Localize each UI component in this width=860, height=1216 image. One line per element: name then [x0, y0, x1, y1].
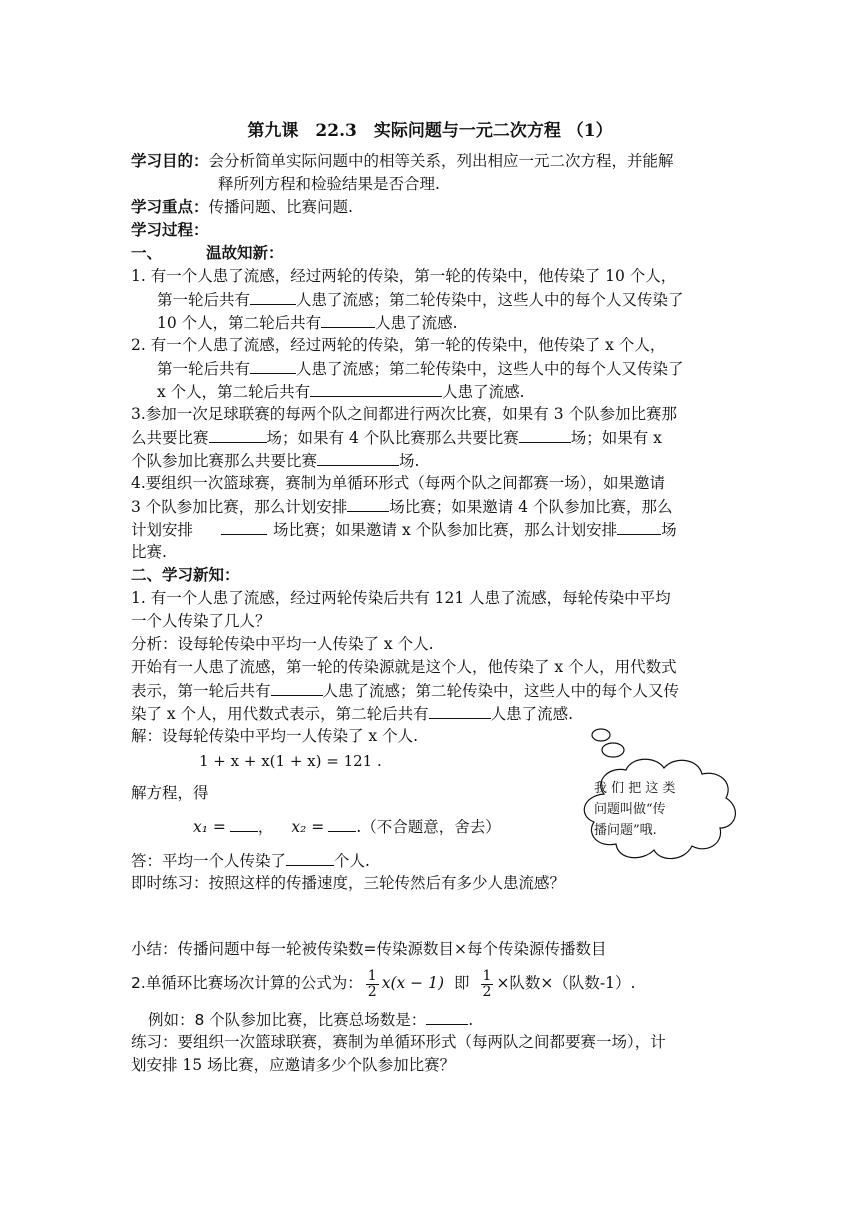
- q2-text-a: 第一轮后共有: [157, 360, 251, 378]
- q1-line-1: 1. 有一个人患了流感，经过两轮的传染，第一轮的传染中，他传染了 10 个人，: [131, 267, 677, 285]
- cloud-line-1: 我 们 把 这 类: [594, 781, 676, 796]
- analysis-line-2: 开始有一人患了流感，第一轮的传染源就是这个人，他传染了 x 个人，用代数式: [131, 658, 677, 676]
- x1-blank[interactable]: [230, 815, 258, 832]
- q3-text-a: 么共要比赛: [131, 429, 209, 447]
- answer-text-b: 个人.: [334, 852, 370, 870]
- answer-blank[interactable]: [286, 849, 334, 866]
- q4-blank-3[interactable]: [617, 518, 661, 535]
- analysis-text-a: 表示，第一轮后共有: [131, 682, 271, 700]
- q1-text-c: 10 个人，第二轮后共有: [157, 314, 322, 332]
- equation: 1 + x + x(1 + x) = 121 .: [199, 752, 382, 770]
- q3-line-3: [131, 449, 419, 472]
- analysis-text-b: 人患了流感；第二轮传染中，这些人中的每个人又传: [322, 682, 680, 700]
- x1-label: x₁ =: [193, 818, 226, 836]
- q3-line-2: [131, 426, 662, 449]
- x2-blank[interactable]: [328, 815, 356, 832]
- q4-line-2: [131, 495, 673, 518]
- fraction-2-num: 1: [482, 967, 492, 984]
- goal-text-1: 会分析简单实际问题中的相等关系，列出相应一元二次方程，并能解: [208, 152, 674, 170]
- practice-2-line-2: 划安排 15 场比赛，应邀请多少个队参加比赛？: [131, 1056, 456, 1074]
- fraction-2-den: 2: [482, 983, 492, 1000]
- half-fraction-2: [481, 969, 494, 1000]
- analysis-line-1: 分析：设每轮传染中平均一人传染了 x 个人.: [131, 635, 434, 653]
- q3-text-c: 场；如果有 x: [570, 429, 662, 447]
- summary-line: 小结：传播问题中每一轮被传染数=传染源数目×每个传染源传播数目: [131, 940, 607, 958]
- cloud-line-2: 问题叫做“传: [594, 802, 666, 817]
- focus-line: [131, 196, 353, 218]
- answer-text-a: 答：平均一个人传染了: [131, 852, 287, 870]
- analysis-text-d: 人患了流感.: [490, 705, 574, 723]
- answer-line: [131, 849, 370, 872]
- roots-line: [193, 815, 501, 838]
- section1-heading: [131, 242, 284, 264]
- cloud-text: [594, 778, 712, 841]
- q4-line-4: 比赛.: [131, 543, 167, 561]
- goal-line-2: 释所列方程和检验结果是否合理.: [218, 175, 440, 193]
- q2-line-1: 2. 有一个人患了流感，经过两轮的传染，第一轮的传染中，他传染了 x 个人，: [131, 336, 666, 354]
- q4-text-a: 3 个队参加比赛，那么计划安排: [131, 498, 348, 516]
- analysis-line-4: [131, 702, 573, 725]
- q3-line-1: 3.参加一次足球联赛的每两个队之间都进行两次比赛，如果有 3 个队参加比赛那: [131, 405, 678, 423]
- p1-line-2: 一个人传染了几人？: [131, 612, 271, 630]
- example-blank[interactable]: [426, 1008, 468, 1025]
- analysis-text-c: 染了 x 个人，用代数式表示，第二轮后共有: [131, 705, 429, 723]
- q1-text-b: 人患了流感；第二轮传染中，这些人中的每个人又传染了: [296, 291, 684, 309]
- practice-2-line-1: 练习：要组织一次篮球联赛，赛制为单循环形式（每两队之间都要赛一场），计: [131, 1033, 666, 1051]
- q4-text-c: 计划安排: [131, 521, 194, 539]
- focus-text: 传播问题、比赛问题.: [208, 198, 353, 216]
- lesson-title: 第九课 22.3 实际问题与一元二次方程 （1）: [247, 121, 613, 141]
- q2-blank-2[interactable]: [310, 380, 442, 397]
- process-label: 学习过程：: [131, 220, 209, 239]
- q4-text-b: 场比赛；如果邀请 4 个队参加比赛，那么: [389, 498, 673, 516]
- solve-line: 解方程，得: [131, 784, 209, 802]
- formula-mid: 即: [454, 974, 470, 992]
- section1-num: 一、: [131, 243, 163, 262]
- analysis-line-3: [131, 679, 679, 702]
- x2-label: x₂ =: [291, 818, 325, 836]
- section1-title: 温故知新：: [206, 243, 284, 262]
- formula-lead: 2.单循环比赛场次计算的公式为：: [131, 974, 363, 992]
- q4-blank-2[interactable]: [221, 518, 267, 535]
- q1-line-3: [157, 311, 458, 334]
- q2-line-2: [157, 357, 684, 380]
- q1-text-a: 第一轮后共有: [157, 291, 251, 309]
- example-line: [148, 1008, 473, 1031]
- formula-line: [131, 966, 635, 1000]
- formula-expr-1: x(x − 1): [381, 974, 444, 992]
- x1-after: ，: [257, 818, 274, 836]
- q3-blank-2[interactable]: [519, 426, 571, 443]
- q4-text-e: 场: [661, 521, 677, 539]
- q2-text-d: 人患了流感.: [442, 383, 525, 401]
- q4-line-3: [131, 518, 677, 541]
- p1-line-1: 1. 有一个人患了流感，经过两轮传染后共有 121 人患了流感，每轮传染中平均: [131, 589, 671, 607]
- q3-blank-1[interactable]: [209, 426, 267, 443]
- q3-blank-3[interactable]: [317, 449, 399, 466]
- q2-text-c: x 个人，第二轮后共有: [157, 383, 311, 401]
- practice-1: 即时练习：按照这样的传播速度，三轮传然后有多少人患流感？: [131, 874, 566, 892]
- q1-text-d: 人患了流感.: [375, 314, 458, 332]
- example-period: .: [468, 1011, 474, 1029]
- q3-text-d: 个队参加比赛那么共要比赛: [131, 452, 318, 470]
- q4-text-d: 场比赛；如果邀请 x 个队参加比赛，那么计划安排: [273, 521, 618, 539]
- analysis-blank-2[interactable]: [429, 702, 491, 719]
- q2-text-b: 人患了流感；第二轮传染中，这些人中的每个人又传染了: [296, 360, 684, 378]
- x2-after: .（不合题意，舍去）: [356, 818, 501, 836]
- section2-heading: 二、学习新知：: [131, 565, 240, 584]
- q1-blank-1[interactable]: [250, 288, 296, 305]
- focus-label: 学习重点：: [131, 197, 209, 216]
- formula-expr-2: ×队数×（队数-1）.: [496, 974, 636, 992]
- cloud-line-3: 播问题”哦.: [594, 823, 657, 838]
- q2-line-3: [157, 380, 525, 403]
- q3-text-e: 场.: [399, 452, 420, 470]
- half-fraction-1: [366, 969, 379, 1000]
- goal-label: 学习目的：: [131, 151, 209, 170]
- example-text: 例如：8 个队参加比赛，比赛总场数是：: [148, 1011, 427, 1029]
- q1-line-2: [157, 288, 684, 311]
- q2-blank-1[interactable]: [250, 357, 296, 374]
- fraction-1-num: 1: [367, 967, 377, 984]
- q4-blank-1[interactable]: [347, 495, 389, 512]
- fraction-1-den: 2: [367, 983, 377, 1000]
- q4-line-1: 4.要组织一次篮球赛，赛制为单循环形式（每两个队之间都赛一场），如果邀请: [131, 474, 666, 492]
- solution-line-1: 解：设每轮传染中平均一人传染了 x 个人.: [131, 727, 419, 745]
- analysis-blank-1[interactable]: [271, 679, 323, 696]
- goal-line-1: [131, 150, 674, 172]
- q3-text-b: 场；如果有 4 个队比赛那么共要比赛: [266, 429, 519, 447]
- q1-blank-2[interactable]: [321, 311, 375, 328]
